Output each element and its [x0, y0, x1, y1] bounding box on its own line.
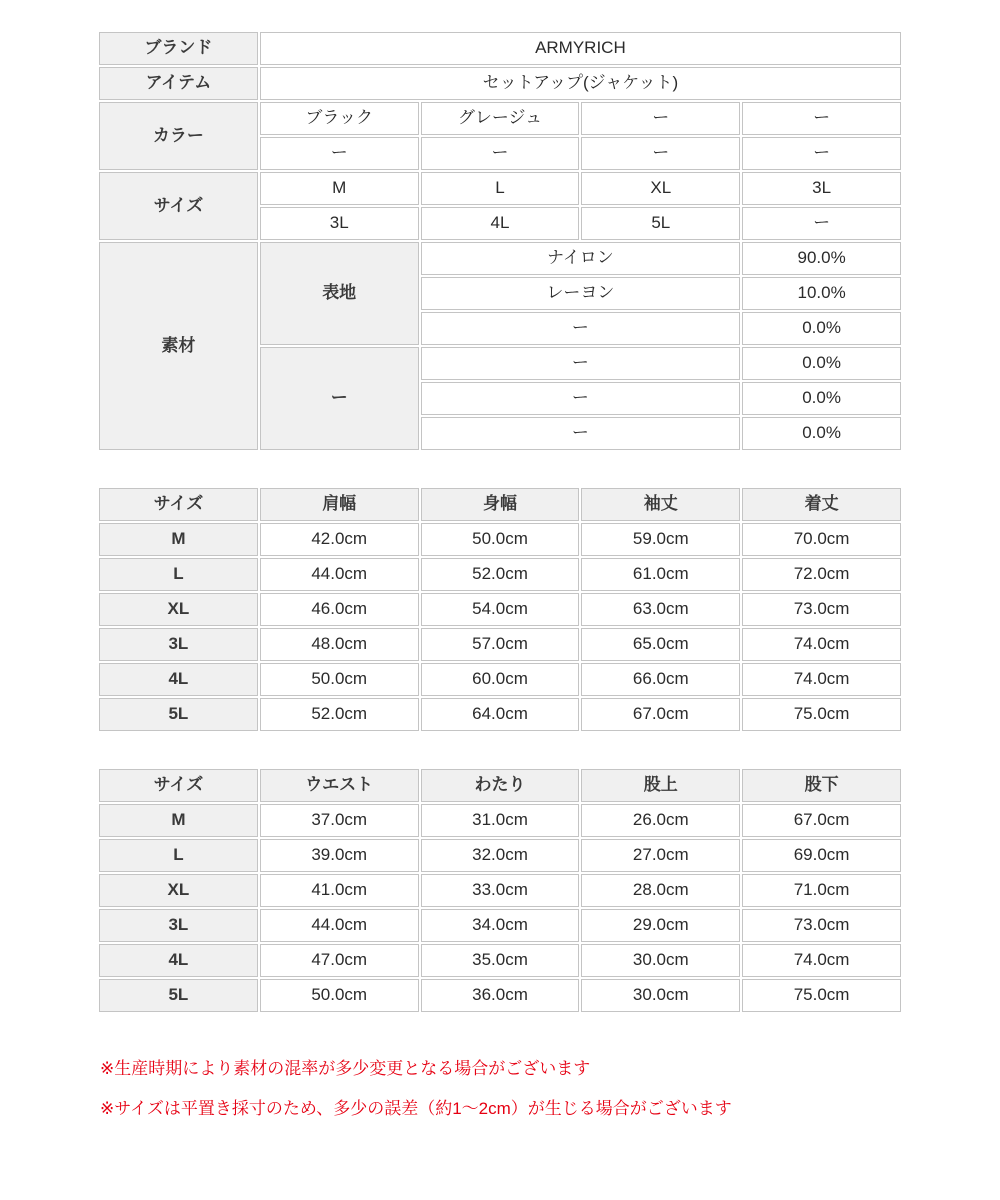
size-label: サイズ: [99, 172, 258, 240]
jacket-size-label: 3L: [99, 628, 258, 661]
jacket-measure: 73.0cm: [742, 593, 901, 626]
jacket-measure: 52.0cm: [260, 698, 419, 731]
size-value: M: [260, 172, 419, 205]
jacket-measure: 42.0cm: [260, 523, 419, 556]
jacket-header: 袖丈: [581, 488, 740, 521]
color-row-1: [99, 102, 901, 135]
color-value: ー: [581, 137, 740, 170]
brand-label: ブランド: [99, 32, 258, 65]
material-part-label: 表地: [260, 242, 419, 345]
pants-measure: 44.0cm: [260, 909, 419, 942]
jacket-row: [99, 593, 901, 626]
pants-row: [99, 979, 901, 1012]
pants-row: [99, 909, 901, 942]
item-label: アイテム: [99, 67, 258, 100]
jacket-measure: 64.0cm: [421, 698, 580, 731]
size-value: 3L: [742, 172, 901, 205]
pants-measure: 50.0cm: [260, 979, 419, 1012]
jacket-measure: 70.0cm: [742, 523, 901, 556]
material-name: ー: [421, 382, 741, 415]
jacket-measure: 61.0cm: [581, 558, 740, 591]
material-name: ナイロン: [421, 242, 741, 275]
pants-row: [99, 839, 901, 872]
pants-header-row: [99, 769, 901, 802]
jacket-header: 肩幅: [260, 488, 419, 521]
item-row: [99, 67, 901, 100]
jacket-measure: 74.0cm: [742, 628, 901, 661]
size-value: XL: [581, 172, 740, 205]
pants-measure: 35.0cm: [421, 944, 580, 977]
jacket-size-label: XL: [99, 593, 258, 626]
material-row: [99, 242, 901, 275]
jacket-measure: 74.0cm: [742, 663, 901, 696]
color-label: カラー: [99, 102, 258, 170]
jacket-measure: 66.0cm: [581, 663, 740, 696]
color-value: ー: [260, 137, 419, 170]
jacket-measure: 65.0cm: [581, 628, 740, 661]
jacket-measure: 44.0cm: [260, 558, 419, 591]
jacket-size-label: L: [99, 558, 258, 591]
brand-row: [99, 32, 901, 65]
jacket-measure: 75.0cm: [742, 698, 901, 731]
pants-row: [99, 874, 901, 907]
note-material-disclaimer: ※生産時期により素材の混率が多少変更となる場合がございます: [100, 1059, 591, 1078]
material-percent: 10.0%: [742, 277, 901, 310]
material-label: 素材: [99, 242, 258, 450]
jacket-header: サイズ: [99, 488, 258, 521]
pants-size-label: 5L: [99, 979, 258, 1012]
pants-measure: 33.0cm: [421, 874, 580, 907]
pants-measure: 67.0cm: [742, 804, 901, 837]
material-part-label: ー: [260, 347, 419, 450]
product-spec-table: [97, 30, 903, 452]
jacket-size-table: [97, 486, 903, 733]
color-value: ー: [421, 137, 580, 170]
pants-size-label: 3L: [99, 909, 258, 942]
pants-measure: 31.0cm: [421, 804, 580, 837]
pants-measure: 30.0cm: [581, 979, 740, 1012]
pants-measure: 75.0cm: [742, 979, 901, 1012]
pants-header: わたり: [421, 769, 580, 802]
pants-measure: 32.0cm: [421, 839, 580, 872]
material-percent: 0.0%: [742, 312, 901, 345]
material-percent: 0.0%: [742, 417, 901, 450]
pants-size-label: 4L: [99, 944, 258, 977]
jacket-size-label: M: [99, 523, 258, 556]
pants-size-label: M: [99, 804, 258, 837]
size-value: L: [421, 172, 580, 205]
note-measurement-disclaimer: ※サイズは平置き採寸のため、多少の誤差（約1〜2cm）が生じる場合がございます: [100, 1099, 732, 1119]
jacket-measure: 54.0cm: [421, 593, 580, 626]
jacket-measure: 50.0cm: [421, 523, 580, 556]
jacket-row: [99, 523, 901, 556]
jacket-row: [99, 558, 901, 591]
material-name: ー: [421, 312, 741, 345]
jacket-measure: 52.0cm: [421, 558, 580, 591]
jacket-measure: 72.0cm: [742, 558, 901, 591]
pants-row: [99, 944, 901, 977]
color-value: ー: [581, 102, 740, 135]
jacket-measure: 60.0cm: [421, 663, 580, 696]
pants-measure: 73.0cm: [742, 909, 901, 942]
jacket-header: 身幅: [421, 488, 580, 521]
pants-measure: 28.0cm: [581, 874, 740, 907]
jacket-measure: 59.0cm: [581, 523, 740, 556]
jacket-size-label: 4L: [99, 663, 258, 696]
size-value: ー: [742, 207, 901, 240]
jacket-row: [99, 628, 901, 661]
color-value: ー: [742, 102, 901, 135]
jacket-measure: 48.0cm: [260, 628, 419, 661]
jacket-measure: 50.0cm: [260, 663, 419, 696]
material-name: レーヨン: [421, 277, 741, 310]
pants-size-label: XL: [99, 874, 258, 907]
jacket-measure: 46.0cm: [260, 593, 419, 626]
pants-measure: 39.0cm: [260, 839, 419, 872]
pants-measure: 47.0cm: [260, 944, 419, 977]
pants-measure: 41.0cm: [260, 874, 419, 907]
pants-header: 股下: [742, 769, 901, 802]
pants-row: [99, 804, 901, 837]
jacket-header: 着丈: [742, 488, 901, 521]
pants-measure: 29.0cm: [581, 909, 740, 942]
material-percent: 0.0%: [742, 347, 901, 380]
size-row-1: [99, 172, 901, 205]
material-name: ー: [421, 347, 741, 380]
pants-measure: 74.0cm: [742, 944, 901, 977]
pants-header: ウエスト: [260, 769, 419, 802]
jacket-row: [99, 698, 901, 731]
jacket-measure: 57.0cm: [421, 628, 580, 661]
pants-header: 股上: [581, 769, 740, 802]
color-value: ー: [742, 137, 901, 170]
pants-header: サイズ: [99, 769, 258, 802]
pants-measure: 30.0cm: [581, 944, 740, 977]
pants-measure: 34.0cm: [421, 909, 580, 942]
size-value: 4L: [421, 207, 580, 240]
material-name: ー: [421, 417, 741, 450]
jacket-size-label: 5L: [99, 698, 258, 731]
jacket-row: [99, 663, 901, 696]
brand-value: ARMYRICH: [260, 32, 901, 65]
jacket-measure: 67.0cm: [581, 698, 740, 731]
footnotes: [97, 1058, 1000, 1120]
color-value: グレージュ: [421, 102, 580, 135]
pants-measure: 27.0cm: [581, 839, 740, 872]
pants-measure: 36.0cm: [421, 979, 580, 1012]
pants-measure: 71.0cm: [742, 874, 901, 907]
pants-size-label: L: [99, 839, 258, 872]
size-value: 5L: [581, 207, 740, 240]
material-percent: 0.0%: [742, 382, 901, 415]
pants-measure: 69.0cm: [742, 839, 901, 872]
pants-size-table: [97, 767, 903, 1014]
pants-measure: 37.0cm: [260, 804, 419, 837]
size-value: 3L: [260, 207, 419, 240]
jacket-header-row: [99, 488, 901, 521]
jacket-measure: 63.0cm: [581, 593, 740, 626]
material-percent: 90.0%: [742, 242, 901, 275]
item-value: セットアップ(ジャケット): [260, 67, 901, 100]
color-value: ブラック: [260, 102, 419, 135]
pants-measure: 26.0cm: [581, 804, 740, 837]
